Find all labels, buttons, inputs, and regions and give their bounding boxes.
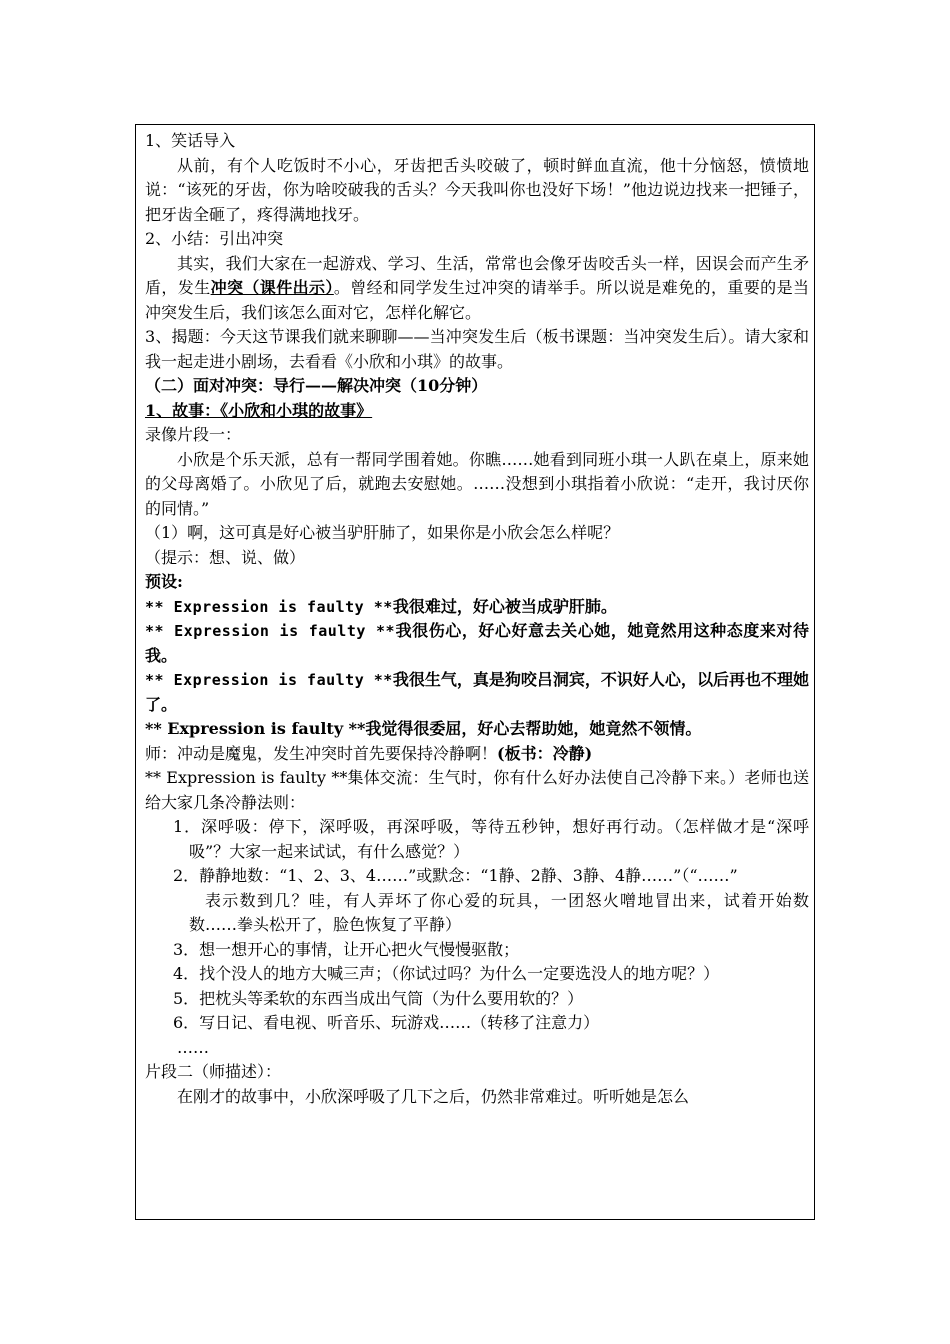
document-frame [135,124,815,1220]
hint-line: （提示：想、说、做） [145,547,306,567]
expression-error: ** Expression is faulty ** [145,671,393,689]
teacher-remark-text: 师：冲动是魔鬼，发生冲突时首先要保持冷静啊！ [145,743,498,763]
summary-text-a: 其实，我们大家在一起游戏、学习、生活，常常也会像牙齿咬舌头一样，因误会而产生矛盾，发生 [145,253,809,297]
teacher-remark [145,742,809,767]
question-one: （1）啊，这可真是好心被当驴肝肺了，如果你是小欣会怎么样呢？ [145,523,620,542]
story-paragraph: 小欣是个乐天派，总有一帮同学围着她。你瞧……她看到同班小琪一人趴在桌上，原来她的父母离婚了。小欣见了后，就跑去安慰她。……没想到小琪指着小欣说：“走开，我讨厌你的同情。” [145,449,809,518]
preset-label: 预设: [145,572,183,591]
joke-paragraph: 从前，有个人吃饭时不小心，牙齿把舌头咬破了，顿时鲜血直流，他十分恼怒，愤愤地说：“该死的牙齿，你为啥咬破我的舌头？今天我叫你也没好下场！”他边说边找来一把锤子，把牙齿全砸了，疼得满地找牙。 [145,155,809,224]
expression-error: ** Expression is faulty ** [145,768,348,787]
board-note-calm: (板书：冷静) [497,743,593,763]
preset-answer-3 [145,668,809,717]
rule-6: 6．写日记、看电视、听音乐、玩游戏……（转移了注意力） [173,1013,600,1032]
rule-2: 2．静静地数：“1、2、3、4……”或默念：“1静、2静、3静、4静……”（“……” [173,866,738,885]
story-heading: 1、故事：《小欣和小琪的故事》 [145,400,373,420]
preset-answer-2-text: 我很伤心，好心好意去关心她，她竟然用这种态度来对待我。 [145,621,809,665]
group-discussion [145,766,809,815]
ellipsis-line: …… [177,1037,209,1057]
rule-4: 4．找个没人的地方大喊三声；（你试过吗？为什么一定要选没人的地方呢？） [173,964,720,983]
clip-two-paragraph: 在刚才的故事中，小欣深呼吸了几下之后，仍然非常难过。听听她是怎么 [177,1086,690,1106]
conflict-highlight: 冲突（课件出示） [210,278,334,297]
expression-error: ** Expression is faulty ** [145,622,396,640]
preset-answer-4 [145,717,809,742]
summary-text-b: 。曾经和同学发生过冲突的请举手。所以说是难免的，重要的是当冲突发生后，我们该怎么面对它，怎样化解它。 [145,278,809,322]
expression-error: ** Expression is faulty ** [145,719,366,738]
clip-two-label: 片段二（师描述）： [145,1062,282,1081]
section-heading-summary: 2、小结：引出冲突 [145,229,284,248]
summary-paragraph [145,252,809,326]
group-discussion-text: 集体交流：生气时，你有什么好办法使自己冷静下来。）老师也送给大家几条冷静法则： [145,768,809,812]
document-body [145,129,809,1109]
preset-answer-2 [145,619,809,668]
rule-3: 3．想一想开心的事情，让开心把火气慢慢驱散； [173,939,520,959]
expression-error: ** Expression is faulty ** [145,597,393,616]
preset-answer-4-text: 我觉得很委屈，好心去帮助她，她竟然不领情。 [365,719,702,738]
preset-answer-1 [145,595,809,620]
section-heading-joke: 1、笑话导入 [145,131,236,150]
preset-answer-1-text: 我很难过，好心被当成驴肝肺。 [392,596,617,616]
preset-answer-3-text: 我很生气，真是狗咬吕洞宾，不识好人心，以后再也不理她了。 [145,670,809,714]
video-clip-one-label: 录像片段一： [145,425,242,444]
topic-paragraph: 3、揭题：今天这节课我们就来聊聊——当冲突发生后（板书课题：当冲突发生后）。请大家和我一起走进小剧场，去看看《小欣和小琪》的故事。 [145,327,809,371]
part-two-heading: （二）面对冲突：导行——解决冲突（10分钟） [145,376,488,395]
rule-2-continued: 表示数到几？哇，有人弄坏了你心爱的玩具，一团怒火噌地冒出来，试着开始数数……拳头松开了，脸色恢复了平静） [189,890,809,934]
rule-5: 5．把枕头等柔软的东西当成出气筒（为什么要用软的？） [173,988,584,1008]
rule-1: 1．深呼吸：停下，深呼吸，再深呼吸，等待五秒钟，想好再行动。（怎样做才是“深呼吸”？大家一起来试试，有什么感觉？） [173,817,809,861]
